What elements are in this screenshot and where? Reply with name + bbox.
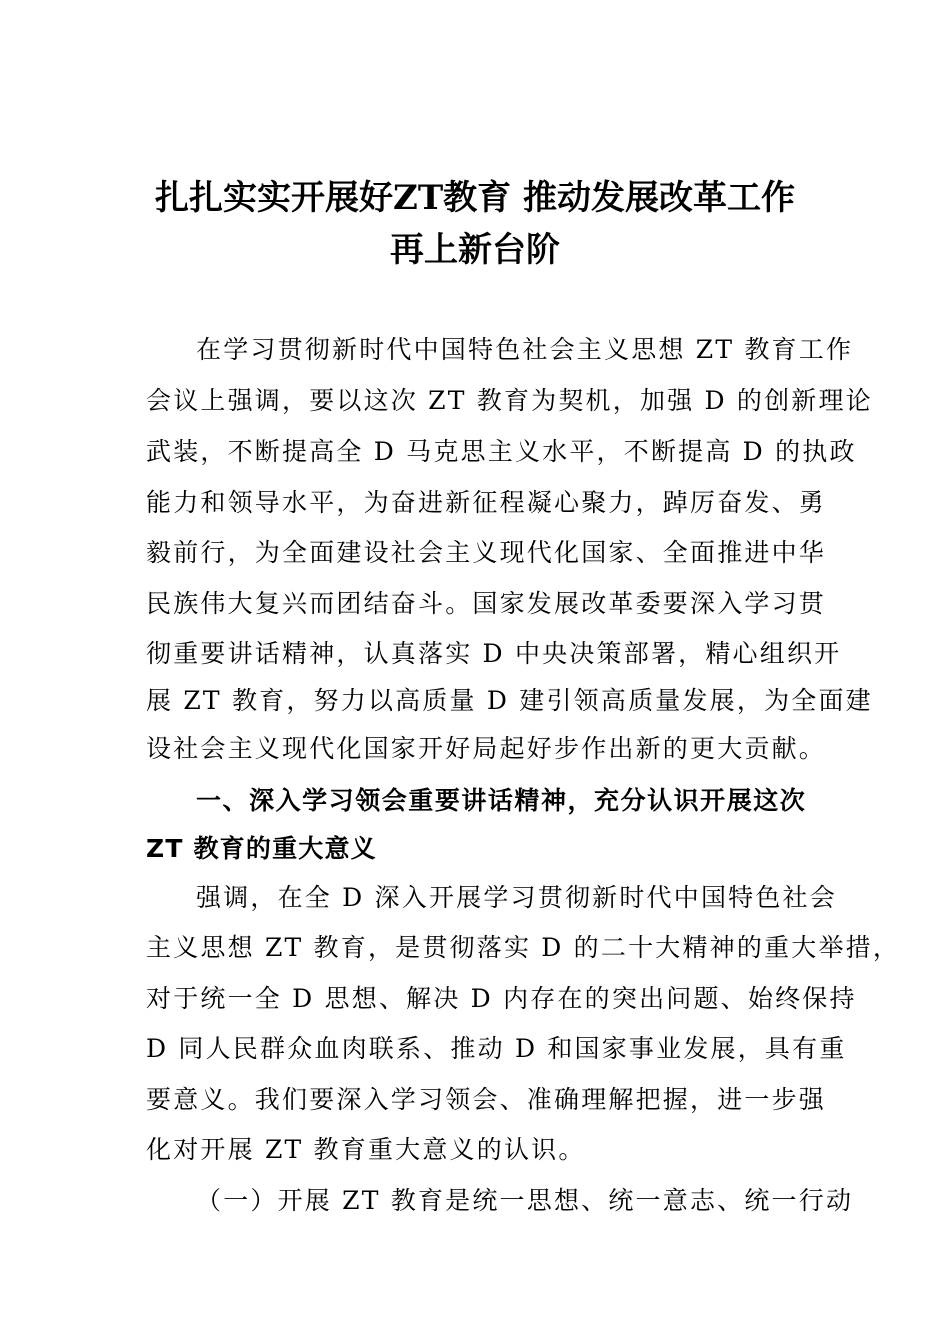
document-title-line-1: 扎扎实实开展好ZT教育 推动发展改革工作	[155, 178, 795, 218]
paragraph-line: 能力和领导水平，为奋进新征程凝心聚力，踔厉奋发、勇	[146, 488, 827, 517]
paragraph-line: 会议上强调，要以这次 ZT 教育为契机，加强 D 的创新理论	[146, 386, 873, 415]
document-title-line-2: 再上新台阶	[390, 230, 560, 270]
paragraph-line: 民族伟大复兴而团结奋斗。国家发展改革委要深入学习贯	[146, 589, 827, 618]
paragraph-line: 要意义。我们要深入学习领会、准确理解把握，进一步强	[146, 1085, 827, 1114]
section-heading-line-2: ZT 教育的重大意义	[146, 834, 377, 863]
paragraph-line: 化对开展 ZT 教育重大意义的认识。	[146, 1135, 586, 1164]
paragraph-line: 彻重要讲话精神，认真落实 D 中央决策部署，精心组织开	[146, 639, 842, 668]
paragraph-line: 展 ZT 教育，努力以高质量 D 建引领高质量发展，为全面建	[146, 686, 873, 715]
paragraph-line: 主义思想 ZT 教育，是贯彻落实 D 的二十大精神的重大举措，	[146, 933, 901, 962]
paragraph-line: 在学习贯彻新时代中国特色社会主义思想 ZT 教育工作	[196, 335, 854, 364]
paragraph-line: 强调，在全 D 深入开展学习贯彻新时代中国特色社会	[196, 883, 837, 912]
paragraph-line: 武装，不断提高全 D 马克思主义水平，不断提高 D 的执政	[146, 437, 857, 466]
subsection-heading-line: （一）开展 ZT 教育是统一思想、统一意志、统一行动	[196, 1186, 854, 1215]
section-heading-line-1: 一、深入学习领会重要讲话精神，充分认识开展这次	[196, 786, 806, 815]
paragraph-line: D 同人民群众血肉联系、推动 D 和国家事业发展，具有重	[146, 1034, 847, 1063]
paragraph-line: 毅前行，为全面建设社会主义现代化国家、全面推进中华	[146, 538, 827, 567]
paragraph-line: 设社会主义现代化国家开好局起好步作出新的更大贡献。	[146, 734, 827, 763]
paragraph-line: 对于统一全 D 思想、解决 D 内存在的突出问题、始终保持	[146, 984, 857, 1013]
